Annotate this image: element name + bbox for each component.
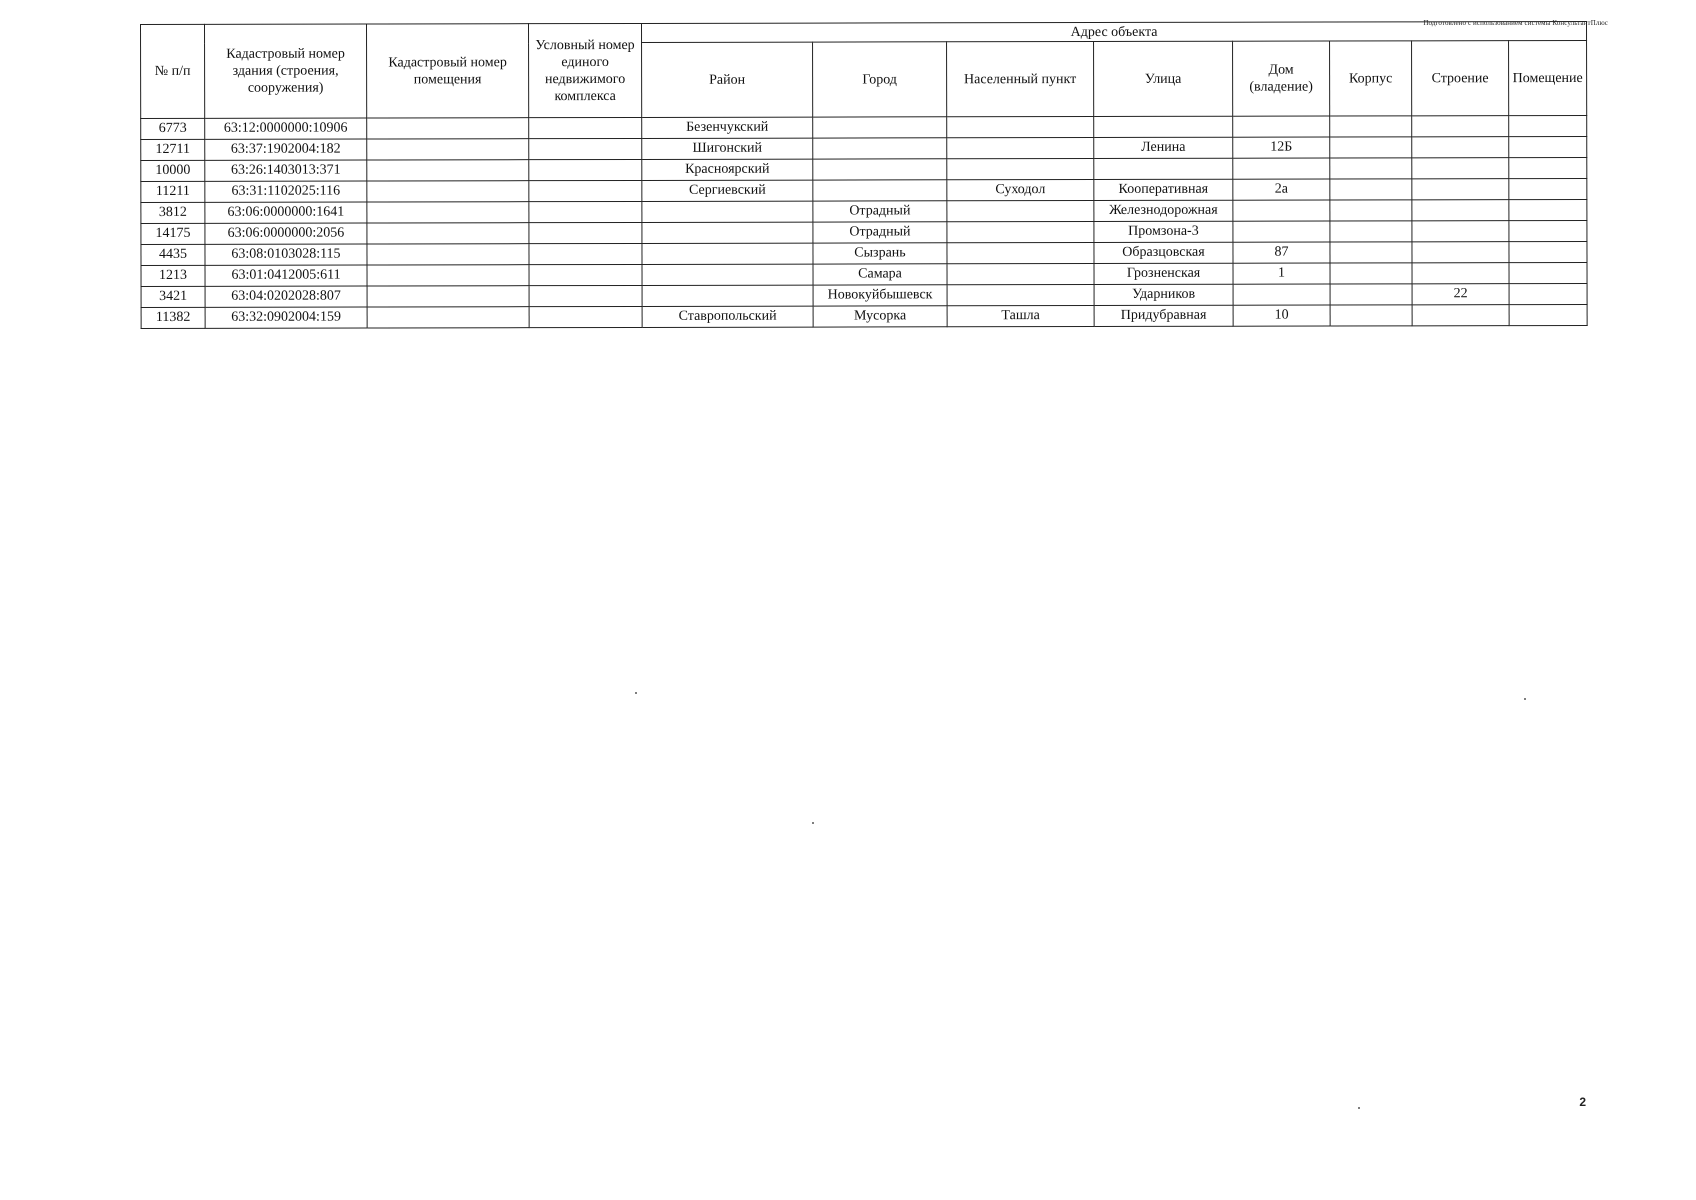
cell-structure (1412, 221, 1509, 242)
cell-cond-number (529, 159, 642, 180)
page-number: 2 (1579, 1095, 1586, 1109)
cell-cond-number (529, 201, 642, 222)
registry-table (140, 21, 1588, 329)
header-address-group: Адрес объекта (641, 21, 1586, 42)
header-city: Город (813, 42, 947, 117)
cell-block (1330, 116, 1412, 137)
cell-settlement (947, 138, 1094, 159)
cell-settlement: Суходол (947, 180, 1094, 201)
cell-settlement (947, 117, 1094, 138)
cell-house: 1 (1233, 263, 1330, 284)
cell-block (1330, 200, 1412, 221)
source-note: Подготовлено с использованием системы КонсультантПлюс (1423, 19, 1608, 27)
cell-structure (1412, 200, 1509, 221)
cell-cad-building: 63:01:0412005:611 (205, 265, 367, 286)
table-row (141, 115, 1587, 139)
header-cond-number: Условный номер единого недвижимого комплекса (529, 23, 642, 117)
table-row (141, 304, 1587, 328)
cell-block (1330, 158, 1412, 179)
cell-num: 11211 (141, 181, 205, 202)
cell-district (642, 222, 813, 243)
header-premises: Помещение (1509, 40, 1587, 115)
cell-structure (1412, 179, 1509, 200)
cell-premises (1509, 157, 1587, 178)
header-cad-building: Кадастровый номер здания (строения, сооружения) (205, 24, 367, 118)
cell-cond-number (529, 180, 642, 201)
cell-cad-building: 63:06:0000000:2056 (205, 223, 367, 244)
cell-num: 12711 (141, 139, 205, 160)
cell-cad-building: 63:32:0902004:159 (205, 307, 367, 328)
cell-house: 2а (1233, 179, 1330, 200)
cell-city: Мусорка (813, 306, 947, 327)
scan-speck (1358, 1107, 1360, 1109)
scan-speck (635, 692, 637, 694)
cell-street: Ленина (1094, 137, 1233, 158)
cell-city (813, 159, 947, 180)
cell-cond-number (529, 264, 642, 285)
cell-premises (1509, 115, 1587, 136)
cell-house (1233, 158, 1330, 179)
cell-district: Сергиевский (642, 180, 813, 201)
cell-cond-number (529, 117, 642, 138)
cell-street: Ударников (1094, 284, 1233, 305)
cell-num: 10000 (141, 160, 205, 181)
cell-cond-number (529, 306, 642, 327)
cell-block (1330, 284, 1412, 305)
table-row (141, 241, 1587, 265)
cell-structure (1412, 158, 1509, 179)
cell-settlement: Ташла (947, 306, 1094, 327)
header-settlement: Населенный пункт (947, 42, 1094, 117)
cell-cad-building: 63:08:0103028:115 (205, 244, 367, 265)
header-structure: Строение (1412, 41, 1509, 116)
table-row (141, 178, 1587, 202)
cell-structure (1412, 242, 1509, 263)
cell-premises (1509, 136, 1587, 157)
cell-cad-room (367, 181, 529, 202)
cell-cad-building: 63:26:1403013:371 (205, 160, 367, 181)
cell-city (813, 117, 947, 138)
cell-num: 11382 (141, 307, 205, 328)
header-house: Дом (владение) (1233, 41, 1330, 116)
cell-cad-room (367, 265, 529, 286)
cell-city: Отрадный (813, 201, 947, 222)
cell-num: 6773 (141, 118, 205, 139)
cell-premises (1509, 241, 1587, 262)
cell-premises (1509, 283, 1587, 304)
cell-premises (1509, 220, 1587, 241)
cell-settlement (947, 264, 1094, 285)
registry-body (141, 115, 1588, 328)
cell-settlement (947, 159, 1094, 180)
cell-cond-number (529, 138, 642, 159)
cell-structure (1412, 137, 1509, 158)
cell-cad-building: 63:04:0202028:807 (205, 286, 367, 307)
cell-city (813, 180, 947, 201)
cell-house (1233, 221, 1330, 242)
cell-block (1330, 137, 1412, 158)
cell-house (1233, 116, 1330, 137)
table-row (141, 220, 1587, 244)
scan-speck (812, 822, 814, 824)
cell-city (813, 138, 947, 159)
cell-num: 3812 (141, 202, 205, 223)
cell-settlement (947, 201, 1094, 222)
cell-settlement (947, 222, 1094, 243)
cell-street: Образцовская (1094, 242, 1233, 263)
cell-cond-number (529, 222, 642, 243)
cell-district: Шигонский (642, 138, 813, 159)
registry-sheet (140, 21, 1587, 329)
cell-city: Сызрань (813, 243, 947, 264)
cell-cad-room (367, 139, 529, 160)
cell-block (1330, 242, 1412, 263)
cell-cond-number (529, 243, 642, 264)
cell-settlement (947, 285, 1094, 306)
cell-premises (1509, 262, 1587, 283)
cell-street: Грозненская (1094, 263, 1233, 284)
cell-cad-room (367, 160, 529, 181)
cell-cad-room (367, 286, 529, 307)
cell-street: Придубравная (1094, 305, 1233, 326)
cell-cad-room (367, 202, 529, 223)
header-block: Корпус (1330, 41, 1412, 116)
cell-num: 14175 (141, 223, 205, 244)
cell-district: Ставропольский (642, 306, 813, 327)
table-row (141, 262, 1587, 286)
header-cad-room: Кадастровый номер помещения (367, 24, 529, 118)
cell-cad-building: 63:06:0000000:1641 (205, 202, 367, 223)
table-row (141, 157, 1587, 181)
cell-cad-building: 63:37:1902004:182 (205, 139, 367, 160)
cell-settlement (947, 243, 1094, 264)
table-row (141, 136, 1587, 160)
cell-street: Промзона-3 (1094, 221, 1233, 242)
cell-house (1233, 200, 1330, 221)
cell-house: 10 (1233, 305, 1330, 326)
table-row (141, 283, 1587, 307)
cell-street (1094, 158, 1233, 179)
cell-premises (1509, 178, 1587, 199)
cell-block (1330, 179, 1412, 200)
cell-num: 1213 (141, 265, 205, 286)
header-num: № п/п (141, 24, 205, 118)
cell-district: Красноярский (642, 159, 813, 180)
header-street: Улица (1094, 41, 1233, 116)
cell-cond-number (529, 285, 642, 306)
cell-block (1330, 221, 1412, 242)
cell-cad-room (367, 118, 529, 139)
cell-cad-room (367, 307, 529, 328)
cell-cad-building: 63:12:0000000:10906 (205, 118, 367, 139)
cell-house (1233, 284, 1330, 305)
cell-structure (1412, 116, 1509, 137)
cell-structure (1412, 263, 1509, 284)
cell-district (642, 285, 813, 306)
cell-cad-building: 63:31:1102025:116 (205, 181, 367, 202)
cell-city: Самара (813, 264, 947, 285)
cell-house: 12Б (1233, 137, 1330, 158)
table-row (141, 199, 1587, 223)
cell-block (1330, 305, 1412, 326)
cell-city: Отрадный (813, 222, 947, 243)
cell-num: 3421 (141, 286, 205, 307)
cell-street: Железнодорожная (1094, 200, 1233, 221)
cell-district (642, 243, 813, 264)
cell-house: 87 (1233, 242, 1330, 263)
cell-premises (1509, 199, 1587, 220)
cell-structure: 22 (1412, 284, 1509, 305)
cell-num: 4435 (141, 244, 205, 265)
scan-speck (1524, 698, 1526, 700)
cell-cad-room (367, 223, 529, 244)
cell-city: Новокуйбышевск (813, 285, 947, 306)
cell-district: Безенчукский (642, 117, 813, 138)
cell-structure (1412, 305, 1509, 326)
cell-district (642, 264, 813, 285)
cell-premises (1509, 304, 1587, 325)
cell-street (1094, 116, 1233, 137)
cell-district (642, 201, 813, 222)
cell-street: Кооперативная (1094, 179, 1233, 200)
header-district: Район (642, 42, 813, 117)
cell-cad-room (367, 244, 529, 265)
cell-block (1330, 263, 1412, 284)
